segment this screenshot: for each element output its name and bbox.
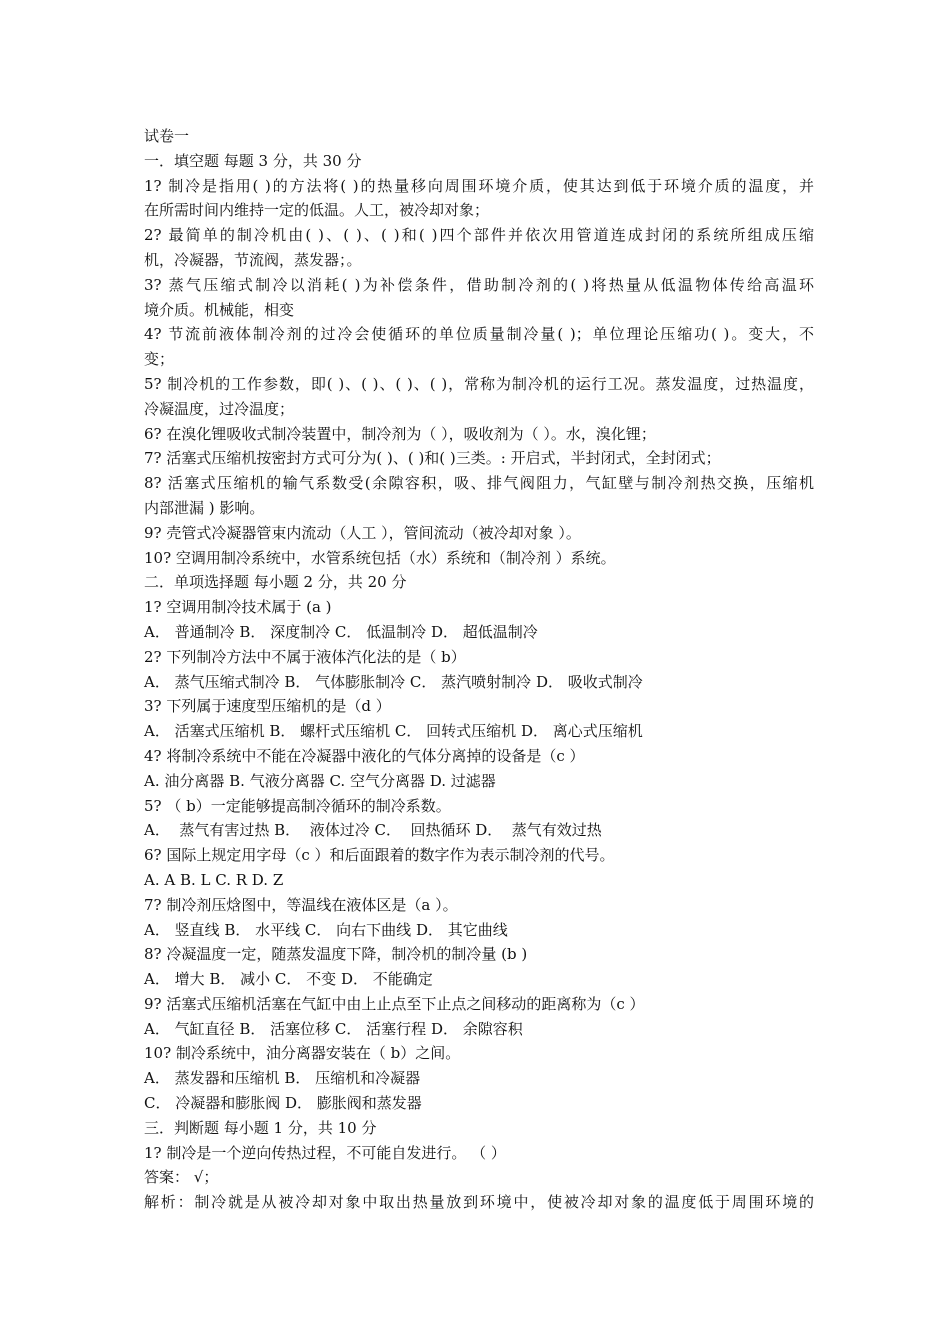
text-line: 1? 制冷是一个逆向传热过程，不可能自发进行。 （ ）	[144, 1143, 506, 1162]
text-line: A. 油分离器 B. 气液分离器 C. 空气分离器 D. 过滤器	[144, 771, 496, 790]
text-line: 1? 空调用制冷技术属于 (a )	[144, 598, 332, 617]
text-line: A． 蒸气压缩式制冷 B． 气体膨胀制冷 C． 蒸汽喷射制冷 D． 吸收式制冷	[144, 672, 643, 691]
document-title: 试卷一	[144, 127, 190, 145]
text-line: 一．填空题 每题 3 分，共 30 分	[144, 151, 362, 170]
text-line: 9? 壳管式冷凝器管束内流动（人工 ），管间流动（被冷却对象 ）。	[144, 523, 581, 542]
text-line: 9? 活塞式压缩机活塞在气缸中由上止点至下止点之间移动的距离称为（c ）	[144, 994, 645, 1013]
text-line: A． 竖直线 B． 水平线 C． 向右下曲线 D． 其它曲线	[144, 920, 508, 939]
text-line: 1? 制冷是指用( )的方法将( )的热量移向周围环境介质，使其达到低于环境介质的温度，并	[144, 176, 814, 195]
text-line: A． 气缸直径 B． 活塞位移 C． 活塞行程 D． 余隙容积	[144, 1019, 523, 1038]
text-line: 6? 国际上规定用字母（c ）和后面跟着的数字作为表示制冷剂的代号。	[144, 846, 615, 865]
text-line: 在所需时间内维持一定的低温。人工，被冷却对象；	[144, 201, 490, 220]
text-line: 3? 下列属于速度型压缩机的是（d ）	[144, 697, 391, 716]
text-line: 4? 节流前液体制冷剂的过冷会使循环的单位质量制冷量( )；单位理论压缩功( )。变大，不	[144, 325, 814, 344]
text-line: 内部泄漏 ) 影响。	[144, 498, 265, 517]
text-line: 2? 最简单的制冷机由( )、( )、( )和( )四个部件并依次用管道连成封闭的系统所组成压缩	[144, 226, 814, 245]
text-line: 7? 制冷剂压焓图中，等温线在液体区是（a ）。	[144, 895, 458, 914]
text-line: 8? 活塞式压缩机的输气系数受(余隙容积，吸、排气阀阻力，气缸壁与制冷剂热交换，压缩机	[144, 474, 814, 493]
text-line: A. A B. L C. R D. Z	[144, 870, 284, 889]
text-line: 三．判断题 每小题 1 分，共 10 分	[144, 1118, 377, 1137]
text-line: 4? 将制冷系统中不能在冷凝器中液化的气体分离掉的设备是（c ）	[144, 746, 585, 765]
text-line: 5? （ b）一定能够提高制冷循环的制冷系数。	[144, 796, 451, 815]
text-line: 7? 活塞式压缩机按密封方式可分为( )、( )和( )三类。: 开启式，半封闭式，全封闭式；	[144, 449, 721, 468]
text-line: 6? 在溴化锂吸收式制冷装置中，制冷剂为（ ），吸收剂为（ ）。水，溴化锂；	[144, 424, 656, 443]
text-line: 变；	[144, 350, 175, 369]
text-line: 答案： √；	[144, 1168, 219, 1187]
text-line: 机，冷凝器，节流阀，蒸发器；。	[144, 250, 362, 269]
text-line: A． 增大 B． 减小 C． 不变 D． 不能确定	[144, 970, 433, 989]
text-line: A． 蒸气有害过热 B． 液体过冷 C． 回热循环 D． 蒸气有效过热	[144, 821, 602, 840]
text-line: C． 冷凝器和膨胀阀 D． 膨胀阀和蒸发器	[144, 1094, 422, 1113]
text-line: 5? 制冷机的工作参数，即( )、( )、( )、( )，常称为制冷机的运行工况。蒸发温度，过热温度，	[144, 374, 814, 393]
text-line: A． 普通制冷 B． 深度制冷 C． 低温制冷 D． 超低温制冷	[144, 622, 538, 641]
document-page	[144, 124, 814, 1215]
text-line: 2? 下列制冷方法中不属于液体汽化法的是（ b）	[144, 647, 466, 666]
text-line: A． 蒸发器和压缩机 B． 压缩机和冷凝器	[144, 1069, 421, 1088]
text-line: 境介质。机械能，相变	[144, 300, 295, 319]
text-line: 3? 蒸气压缩式制冷以消耗( )为补偿条件，借助制冷剂的( )将热量从低温物体传给高温环	[144, 275, 814, 294]
text-line: A． 活塞式压缩机 B． 螺杆式压缩机 C． 回转式压缩机 D． 离心式压缩机	[144, 722, 643, 741]
text-line: 解析：制冷就是从被冷却对象中取出热量放到环境中，使被冷却对象的温度低于周围环境的	[144, 1193, 814, 1212]
text-line: 冷凝温度，过冷温度；	[144, 399, 295, 418]
text-line: 二．单项选择题 每小题 2 分，共 20 分	[144, 573, 407, 592]
text-line: 10? 制冷系统中，油分离器安装在（ b）之间。	[144, 1044, 461, 1063]
text-line: 10? 空调用制冷系统中，水管系统包括（水）系统和（制冷剂 ）系统。	[144, 548, 616, 567]
text-line: 8? 冷凝温度一定，随蒸发温度下降，制冷机的制冷量 (b )	[144, 945, 528, 964]
